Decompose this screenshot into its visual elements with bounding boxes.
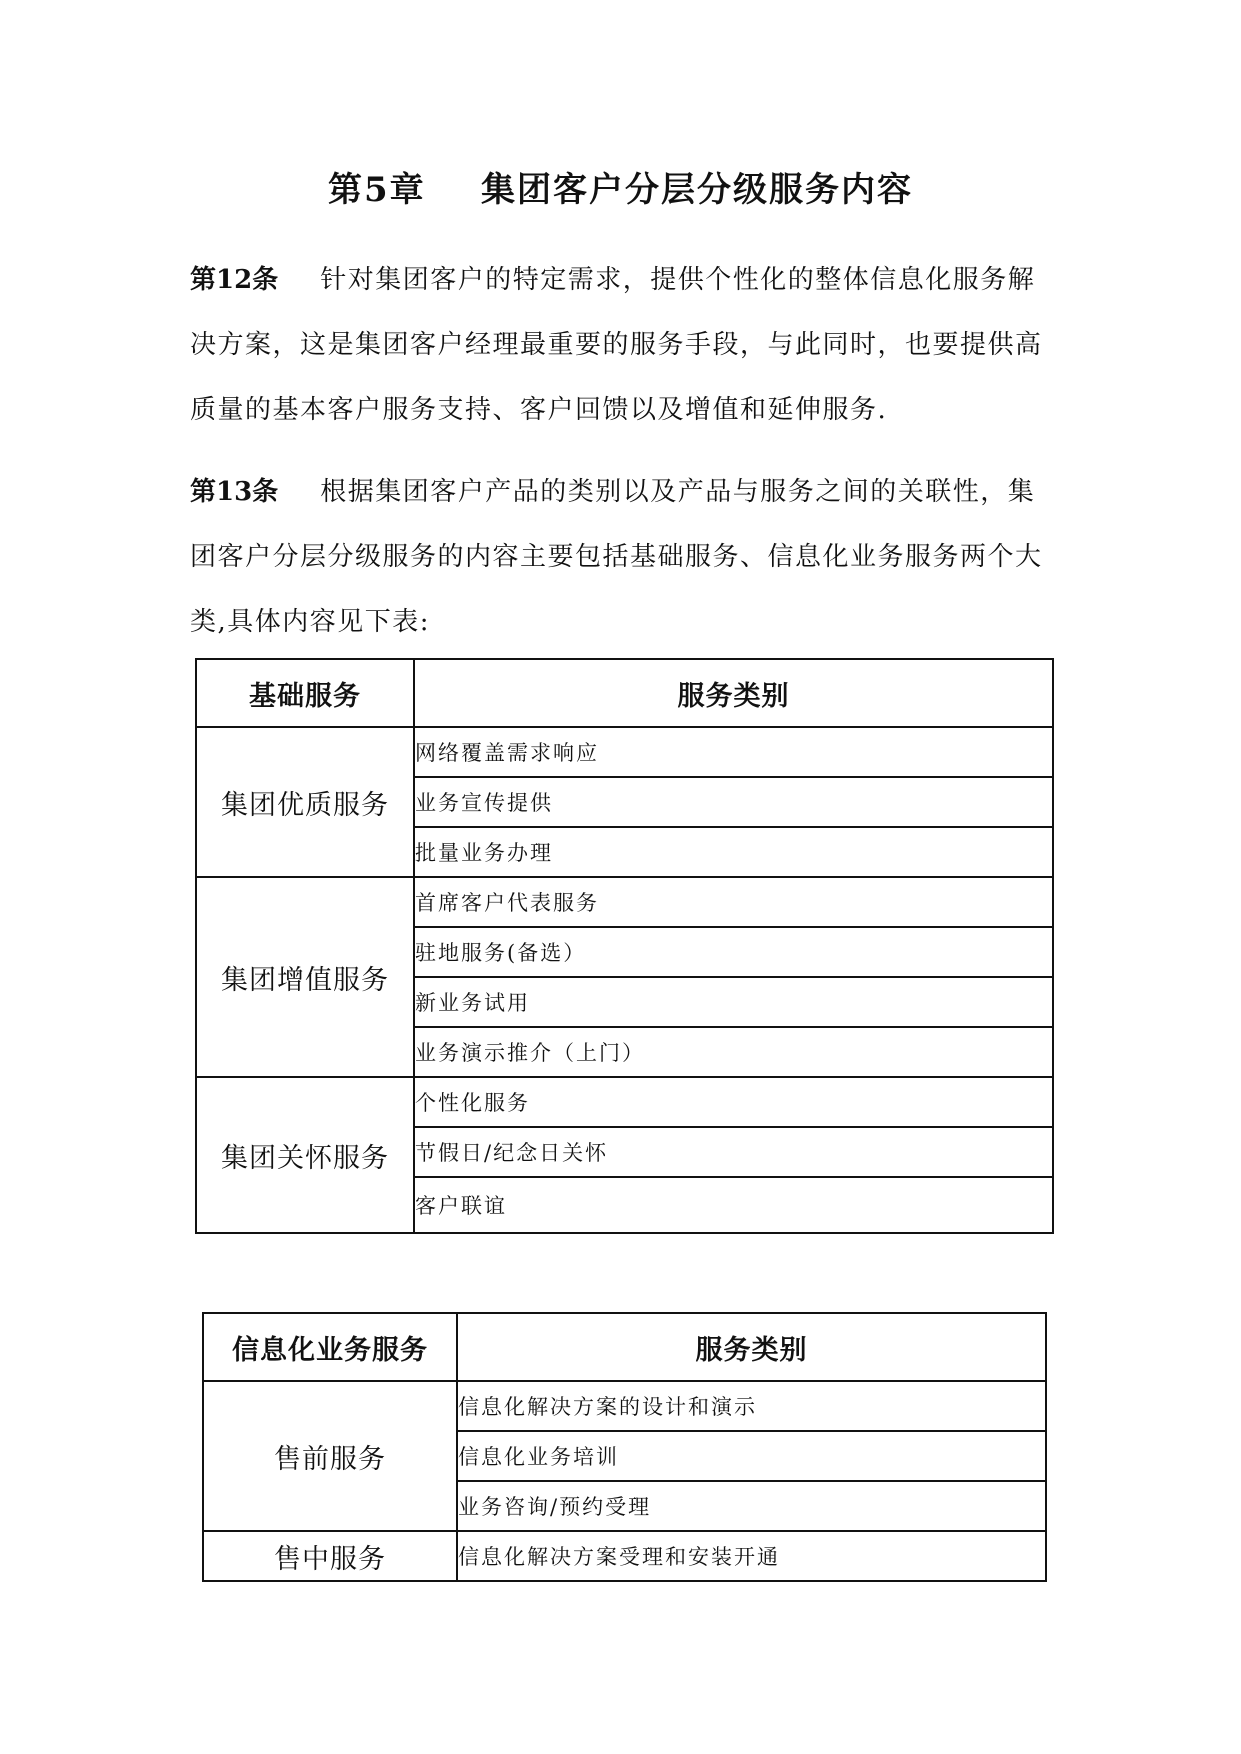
table-header-row [203, 1313, 1046, 1381]
item-cell: 客户联谊 [414, 1177, 1053, 1233]
group-cell: 集团关怀服务 [196, 1077, 414, 1233]
item-cell: 信息化业务培训 [457, 1431, 1046, 1481]
chapter-title: 第5章 集团客户分层分级服务内容 [327, 170, 913, 210]
table-row [203, 1381, 1046, 1431]
item-cell: 信息化解决方案的设计和演示 [457, 1381, 1046, 1431]
item-cell: 新业务试用 [414, 977, 1053, 1027]
article-13-label: 第13条 [190, 477, 279, 507]
item-cell: 个性化服务 [414, 1077, 1053, 1127]
header-service-category: 服务类别 [414, 659, 1053, 727]
item-cell: 批量业务办理 [414, 827, 1053, 877]
item-cell: 业务咨询/预约受理 [457, 1481, 1046, 1531]
header-basic-services: 基础服务 [196, 659, 414, 727]
table-row [196, 727, 1053, 777]
table-row [203, 1531, 1046, 1581]
item-cell: 节假日/纪念日关怀 [414, 1127, 1053, 1177]
article-13-text: 根据集团客户产品的类别以及产品与服务之间的关联性，集团客户分层分级服务的内容主要包括基础服务、信息化业务服务两个大类,具体内容见下表: [190, 477, 1043, 637]
table-row [196, 877, 1053, 927]
group-cell: 售中服务 [203, 1531, 457, 1581]
article-12-text: 针对集团客户的特定需求，提供个性化的整体信息化服务解决方案，这是集团客户经理最重要的服务手段，与此同时，也要提供高质量的基本客户服务支持、客户回馈以及增值和延伸服务. [190, 265, 1043, 425]
item-cell: 网络覆盖需求响应 [414, 727, 1053, 777]
group-cell: 集团增值服务 [196, 877, 414, 1077]
table-row [196, 1077, 1053, 1127]
item-cell: 业务宣传提供 [414, 777, 1053, 827]
header-info-services: 信息化业务服务 [203, 1313, 457, 1381]
article-12-label: 第12条 [190, 265, 279, 295]
group-cell: 集团优质服务 [196, 727, 414, 877]
basic-services-table [195, 658, 1054, 1234]
group-cell: 售前服务 [203, 1381, 457, 1531]
info-services-table [202, 1312, 1047, 1582]
item-cell: 业务演示推介（上门） [414, 1027, 1053, 1077]
article-13 [190, 460, 1060, 655]
item-cell: 首席客户代表服务 [414, 877, 1053, 927]
item-cell: 驻地服务(备选） [414, 927, 1053, 977]
article-12 [190, 248, 1060, 443]
table-header-row [196, 659, 1053, 727]
header-service-category: 服务类别 [457, 1313, 1046, 1381]
item-cell: 信息化解决方案受理和安装开通 [457, 1531, 1046, 1581]
